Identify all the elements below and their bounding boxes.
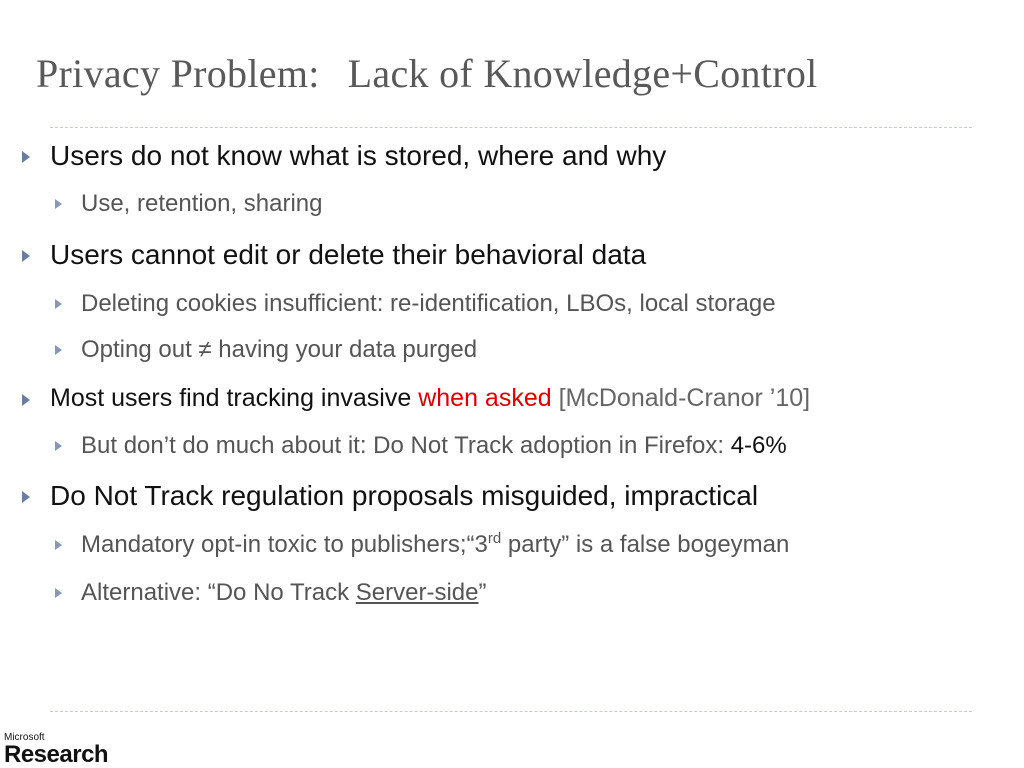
sub-bullet-item — [55, 579, 486, 607]
sub-bullet-item — [55, 190, 322, 218]
sub-bullet-text-b: party” is a false bogeyman — [501, 531, 790, 558]
sub-bullet-text-main: But don’t do much about it: Do Not Track adoption in Firefox: — [81, 432, 731, 459]
sub-bullet-item — [55, 336, 477, 364]
bullet-text: Do Not Track regulation proposals misguided, impractical — [50, 480, 759, 511]
superscript-rd: rd — [487, 530, 502, 547]
sub-bullet-text: Use, retention, sharing — [81, 190, 323, 217]
right-triangle-icon — [55, 345, 62, 355]
citation: [McDonald-Cranor ’10] — [551, 384, 811, 412]
bullet-item — [22, 239, 646, 271]
bullet-item — [22, 140, 666, 172]
right-triangle-icon — [55, 441, 62, 451]
right-triangle-icon — [22, 394, 30, 406]
slide-title-part1: Privacy Problem: — [36, 51, 320, 96]
logo-research-text: Research — [4, 741, 109, 768]
right-triangle-icon — [55, 540, 62, 550]
sub-bullet-text: Opting out ≠ having your data purged — [81, 336, 478, 363]
sub-bullet-text — [81, 432, 787, 459]
right-triangle-icon — [22, 151, 30, 163]
microsoft-research-logo — [4, 733, 108, 767]
sub-bullet-item — [55, 531, 789, 559]
adoption-percentage: 4-6% — [730, 432, 787, 459]
sub-bullet-text-a: Mandatory opt-in toxic to publishers;“3 — [81, 531, 488, 558]
highlight-when-asked: when asked — [418, 384, 552, 412]
bullet-text-main: Most users find tracking invasive — [50, 384, 419, 412]
right-triangle-icon — [22, 491, 30, 503]
sub-bullet-text-c: ” — [478, 579, 487, 606]
sub-bullet-text — [81, 531, 789, 558]
logo-microsoft-text: Microsoft — [4, 732, 45, 743]
top-divider — [50, 127, 972, 128]
slide-title — [36, 50, 818, 97]
bottom-divider — [50, 711, 972, 712]
sub-bullet-item — [55, 432, 787, 460]
right-triangle-icon — [55, 199, 62, 209]
right-triangle-icon — [55, 588, 62, 598]
bullet-text — [50, 384, 810, 412]
bullet-text: Users do not know what is stored, where and why — [50, 140, 667, 171]
bullet-text: Users cannot edit or delete their behavioral data — [50, 239, 647, 270]
right-triangle-icon — [55, 299, 62, 309]
bullet-item — [22, 480, 758, 512]
sub-bullet-text — [81, 579, 486, 606]
server-side-term: Server-side — [355, 579, 479, 606]
sub-bullet-text-a: Alternative: “Do No Track — [81, 579, 356, 606]
bullet-item — [22, 384, 810, 413]
slide-title-part2: Lack of Knowledge+Control — [347, 51, 818, 96]
right-triangle-icon — [22, 250, 30, 262]
sub-bullet-item — [55, 290, 776, 318]
sub-bullet-text: Deleting cookies insufficient: re-identification, LBOs, local storage — [81, 290, 776, 317]
